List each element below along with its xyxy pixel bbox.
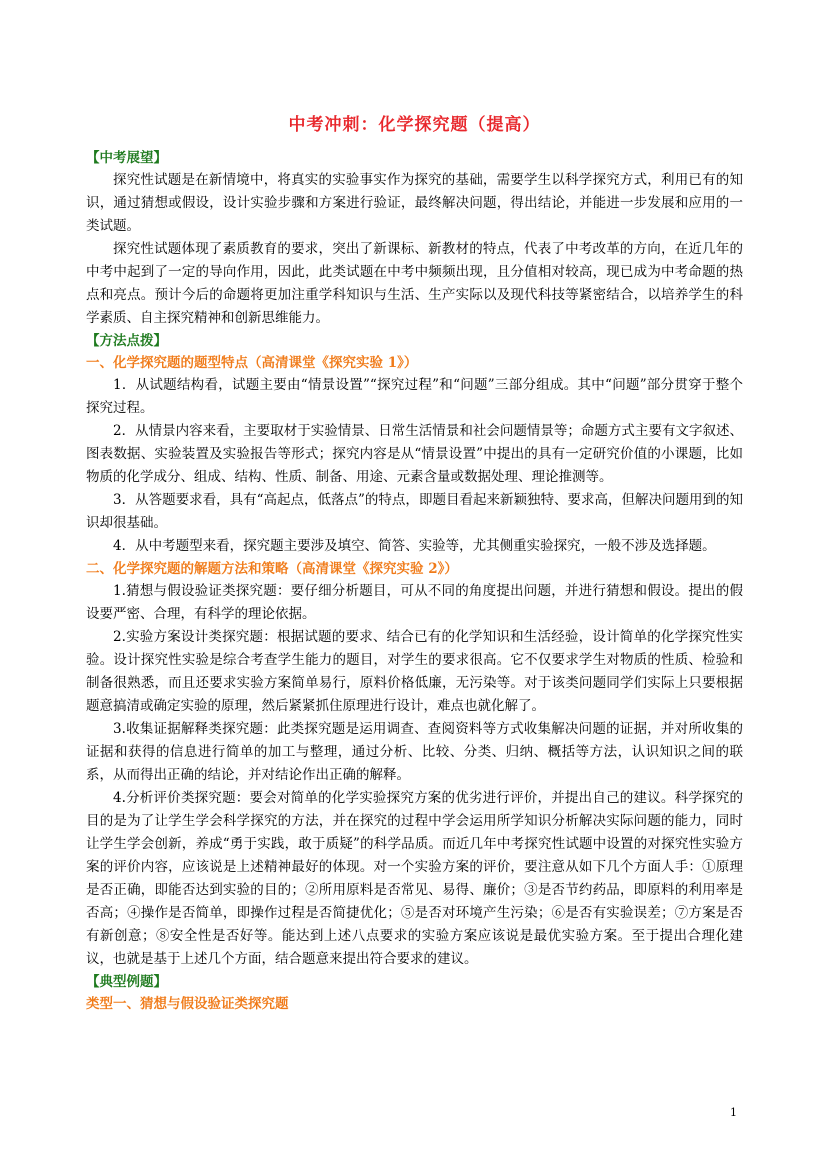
subheading-question-features: 一、化学探究题的题型特点（高清课堂《探究实验 1》）: [86, 355, 418, 371]
section-heading-method: 【方法点拨】: [86, 333, 167, 349]
page-number: 1: [730, 1106, 737, 1119]
paragraph: 2．从情景内容来看，主要取材于实验情景、日常生活情景和社会问题情景等；命题方式主要有文字叙述、图表数据、实验装置及实验报告等形式；探究内容是从“情景设置”中提出的具有一定研究价值的小课题，比如物质的化学成分、组成、结构、性质、制备、用途、元素含量或数据处理、理论推测等。: [86, 423, 743, 485]
paragraph: 4．从中考题型来看，探究题主要涉及填空、简答、实验等，尤其侧重实验探究，一般不涉及选择题。: [113, 538, 716, 554]
paragraph: 1．从试题结构看，试题主要由“情景设置”“探究过程”和“问题”三部分组成。其中“问题”部分贯穿于整个探究过程。: [86, 377, 743, 416]
subheading-solving-methods: 二、化学探究题的解题方法和策略（高清课堂《探究实验 2》）: [86, 561, 458, 577]
paragraph: 探究性试题体现了素质教育的要求，突出了新课标、新教材的特点，代表了中考改革的方向，在近几年的中考中起到了一定的导向作用，因此，此类试题在中考中频频出现，且分值相对较高，现已成为中考命题的热点和亮点。预计今后的命题将更加注重学科知识与生活、生产实际以及现代科技等紧密结合，以培养学生的科学素质、自主探究精神和创新思维能力。: [86, 241, 743, 326]
paragraph: 4.分析评价类探究题：要会对简单的化学实验探究方案的优劣进行评价，并提出自己的建议。科学探究的目的是为了让学生学会科学探究的方法，并在探究的过程中学会运用所学知识分析解决实际问题的能力，同时让学生学会创新，养成“勇于实践，敢于质疑”的科学品质。而近几年中考探究性试题中设置的对探究性实验方案的评价内容，应该说是上述精神最好的体现。对一个实验方案的评价，要注意从如下几个方面人手：①原理是否正确，即能否达到实验的目的；②所用原料是否常见、易得、廉价；③是否节约药品，即原料的利用率是否高；④操作是否简单，即操作过程是否简捷优化；⑤是否对环境产生污染；⑥是否有实验误差；⑦方案是否有新创意；⑧安全性是否好等。能达到上述八点要求的实验方案应该说是最优实验方案。至于提出合理化建议，也就是基于上述几个方面，结合题意来提出符合要求的建议。: [86, 790, 743, 967]
section-heading-outlook: 【中考展望】: [86, 150, 167, 166]
paragraph: 探究性试题是在新情境中，将真实的实验事实作为探究的基础，需要学生以科学探究方式，利用已有的知识，通过猜想或假设，设计实验步骤和方案进行验证，最终解决问题，得出结论，并能进一步发展和应用的一类试题。: [86, 172, 743, 234]
paragraph: 1.猜想与假设验证类探究题：要仔细分析题目，可从不同的角度提出问题，并进行猜想和假设。提出的假设要严密、合理，有科学的理论依据。: [86, 583, 743, 622]
paragraph: 2.实验方案设计类探究题：根据试题的要求、结合已有的化学知识和生活经验，设计简单的化学探究性实验。设计探究性实验是综合考查学生能力的题目，对学生的要求很高。它不仅要求学生对物质的性质、检验和制备很熟悉，而且还要求实验方案简单易行，原料价格低廉，无污染等。对于该类问题同学们实际上只要根据题意搞清或确定实验的原理，然后紧紧抓住原理进行设计，难点也就化解了。: [86, 629, 743, 714]
page-title: 中考冲刺：化学探究题（提高）: [288, 115, 541, 135]
example-type-heading: 类型一、猜想与假设验证类探究题: [86, 996, 289, 1012]
paragraph: 3．从答题要求看，具有“高起点，低落点”的特点，即题目看起来新颖独特、要求高，但解决问题用到的知识却很基础。: [86, 492, 743, 531]
paragraph: 3.收集证据解释类探究题：此类探究题是运用调查、查阅资料等方式收集解决问题的证据，并对所收集的证据和获得的信息进行简单的加工与整理，通过分析、比较、分类、归纳、概括等方法，认识知识之间的联系，从而得出正确的结论，并对结论作出正确的解释。: [86, 721, 743, 783]
section-heading-examples: 【典型例题】: [86, 974, 167, 990]
document-page: [86, 110, 743, 1015]
